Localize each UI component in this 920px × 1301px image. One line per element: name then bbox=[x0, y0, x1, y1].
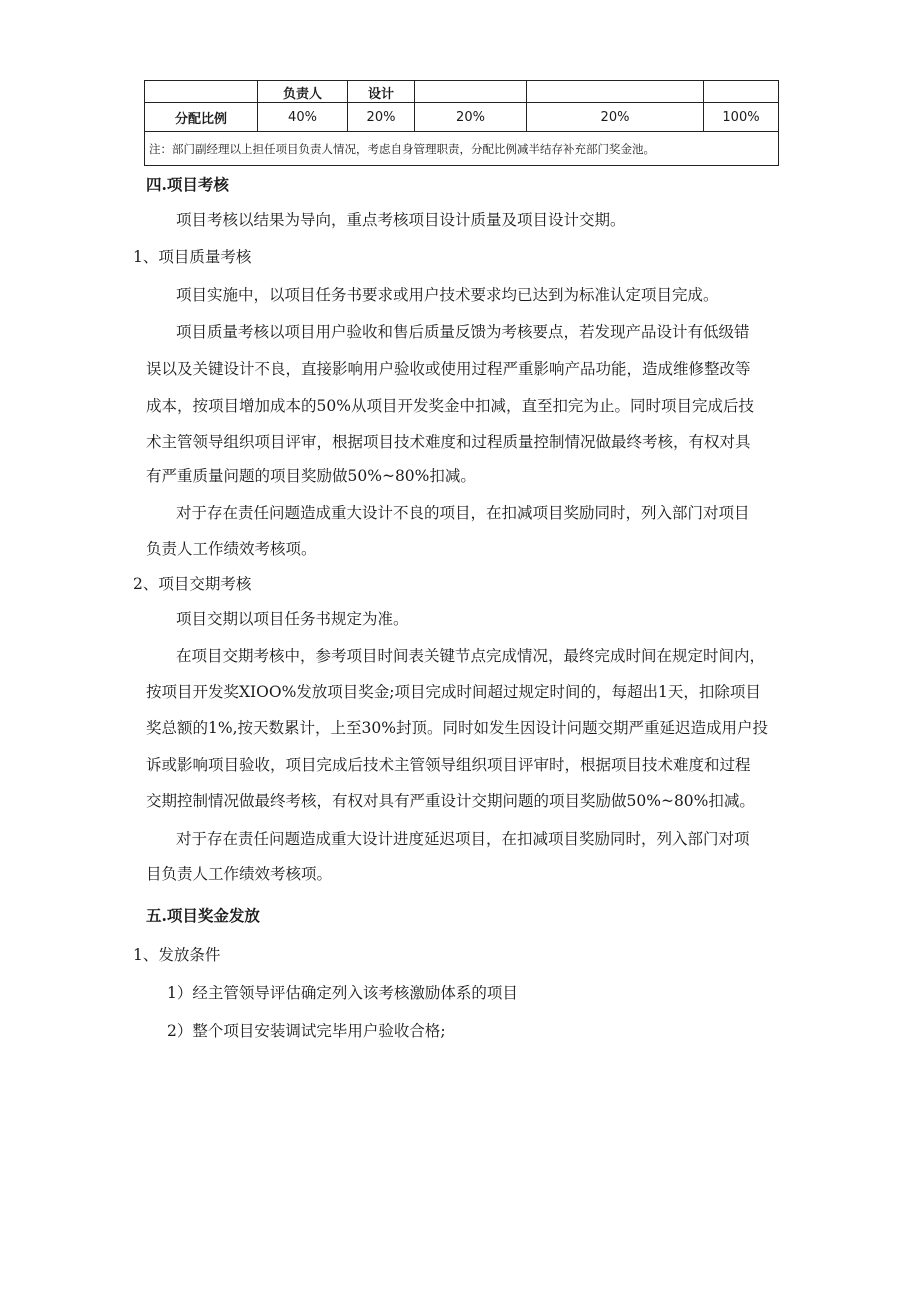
paragraph-line: 奖总额的1%,按天数累计，上至30%封顶。同时如发生因设计问题交期严重延迟造成用户投 bbox=[146, 719, 768, 737]
table-cell-owner: 负责人 bbox=[258, 81, 348, 103]
table-cell bbox=[527, 81, 704, 103]
paragraph-line: 对于存在责任问题造成重大设计进度延迟项目，在扣减项目奖励同时，列入部门对项 bbox=[176, 830, 750, 848]
paragraph-line: 成本，按项目增加成本的50%从项目开发奖金中扣减，直至扣完为止。同时项目完成后技 bbox=[146, 397, 754, 415]
paragraph-line: 有严重质量问题的项目奖励做50%~80%扣减。 bbox=[146, 467, 476, 485]
paragraph-line: 诉或影响项目验收，项目完成后技术主管领导组织项目评审时，根据项目技术难度和过程 bbox=[146, 756, 751, 774]
subsection-title: 1、项目质量考核 bbox=[133, 248, 252, 266]
section-heading-5: 五.项目奖金发放 bbox=[146, 906, 260, 925]
table-cell-design: 设计 bbox=[348, 81, 415, 103]
table-cell bbox=[415, 81, 527, 103]
list-item: 2）整个项目安装调试完毕用户验收合格; bbox=[167, 1022, 446, 1040]
ratio-row-label: 分配比例 bbox=[145, 103, 258, 132]
subsection-title: 2、项目交期考核 bbox=[133, 575, 252, 593]
table-header-row bbox=[145, 81, 779, 103]
table-note: 注：部门副经理以上担任项目负责人情况，考虑自身管理职责，分配比例减半结存补充部门奖金池。 bbox=[145, 132, 779, 166]
paragraph-line: 按项目开发奖XIOO%发放项目奖金;项目完成时间超过规定时间的，每超出1天，扣除项目 bbox=[146, 683, 761, 701]
table-cell: 40% bbox=[258, 103, 348, 132]
table-ratio-row bbox=[145, 103, 779, 132]
paragraph-line: 项目实施中，以项目任务书要求或用户技术要求均已达到为标准认定项目完成。 bbox=[176, 286, 719, 304]
paragraph-line: 负责人工作绩效考核项。 bbox=[146, 540, 317, 558]
paragraph-line: 交期控制情况做最终考核，有权对具有严重设计交期问题的项目奖励做50%~80%扣减。 bbox=[146, 792, 755, 810]
paragraph-line: 项目质量考核以项目用户验收和售后质量反馈为考核要点，若发现产品设计有低级错 bbox=[176, 323, 750, 341]
paragraph-line: 术主管领导组织项目评审，根据项目技术难度和过程质量控制情况做最终考核，有权对具 bbox=[146, 433, 751, 451]
allocation-table bbox=[144, 80, 779, 166]
paragraph-line: 在项目交期考核中，参考项目时间表关键节点完成情况，最终完成时间在规定时间内， bbox=[176, 647, 766, 665]
table-cell bbox=[145, 81, 258, 103]
paragraph-line: 误以及关键设计不良，直接影响用户验收或使用过程严重影响产品功能，造成维修整改等 bbox=[146, 360, 751, 378]
table-cell bbox=[704, 81, 779, 103]
subsection-title: 1、发放条件 bbox=[133, 946, 221, 964]
table-note-row bbox=[145, 132, 779, 166]
paragraph-line: 目负责人工作绩效考核项。 bbox=[146, 865, 333, 883]
table-cell: 20% bbox=[527, 103, 704, 132]
section-intro: 项目考核以结果为导向，重点考核项目设计质量及项目设计交期。 bbox=[176, 211, 626, 229]
paragraph-line: 项目交期以项目任务书规定为准。 bbox=[176, 610, 409, 628]
section-heading-4: 四.项目考核 bbox=[146, 175, 229, 194]
table-cell: 20% bbox=[348, 103, 415, 132]
paragraph-line: 对于存在责任问题造成重大设计不良的项目，在扣减项目奖励同时，列入部门对项目 bbox=[176, 504, 750, 522]
list-item: 1）经主管领导评估确定列入该考核激励体系的项目 bbox=[167, 984, 518, 1002]
table-cell-total: 100% bbox=[704, 103, 779, 132]
table-cell: 20% bbox=[415, 103, 527, 132]
